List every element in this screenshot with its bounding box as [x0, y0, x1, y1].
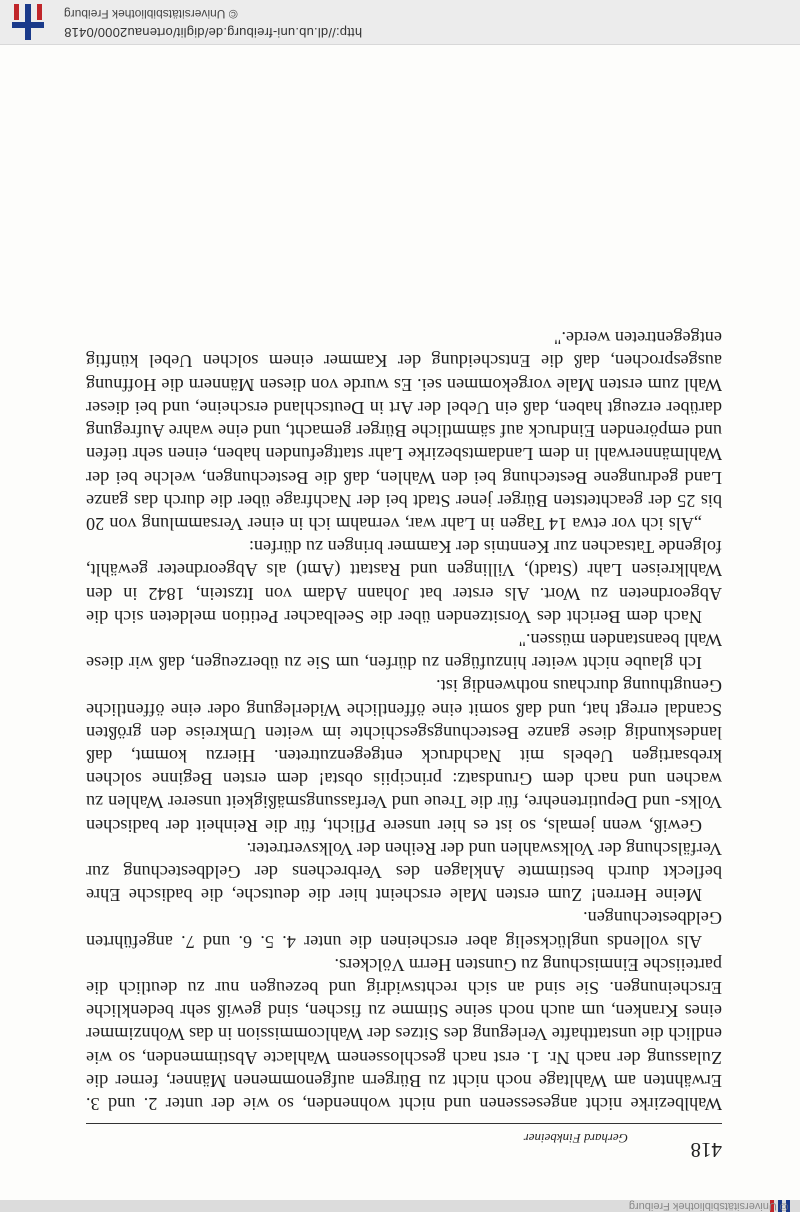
viewer-footer-bar	[0, 1200, 800, 1212]
copyright-notice-bottom: © Universitätsbibliothek Freiburg	[628, 1200, 788, 1212]
paragraph: Ich glaube nicht weiter hinzufügen zu dürfen, um Sie zu überzeugen, daß wir diese Wahl beanstanden müssen."	[86, 629, 722, 674]
paragraph: Als vollends unglückselig aber erscheinen die unter 4. 5. 6. und 7. angeführten Geldbestechungen.	[86, 908, 722, 952]
paragraph: „Als ich vor etwa 14 Tagen in Lahr war, vernahm ich in einer Versammlung von 20 bis 25 der geachtetsten Bürger jener Stadt bei der Nachfrage über die durch das ganze Land gedrungene Bestechung bei den Wahlen, daß die Bestechungen, welche bei der Wahlmännerwahl in dem Landamtsbezirke Lahr stattgefunden haben, einen sehr tiefen und empörenden Eindruck auf sämmtliche Bürger gemacht, und eine wahre Aufregung darüber erzeugt haben, daß ein Uebel der Art in Deutschland erscheine, und bei dieser Wahl zum ersten Male vorgekommen sei. Es wurde von diesen Männern die Hoffnung ausgesprochen, daß die Entscheidung der Kammer einem solchen Uebel künftig entgegentreten werde."	[86, 328, 722, 534]
page-body	[86, 326, 722, 1115]
copyright-notice: © Universitätsbibliothek Freiburg	[64, 7, 238, 21]
page-number: 418	[690, 1138, 722, 1162]
paragraph: Wahlbezirke nicht angesessenen und nicht wohnenden, so wie der unter 2. und 3. Erwähnten am Wahltage noch nicht zu Bürgern aufgenommenen Männer, ferner die Zulassung der nach Nr. 1. erst nach geschlossenem Wahlacte Abstimmenden, so wie endlich die unstatthafte Verlegung des Sitzes der Wahlcommission in das Wohnzimmer eines Kranken, um auch noch seine Stimme zu fischen, sind gewiß sehr bedenkliche Erscheinungen. Sie sind an sich rechtswidrig und bezeugen nur zu deutlich die parteiische Einmischung zu Gunsten Herrn Völckers.	[86, 954, 722, 1114]
library-logo-icon	[6, 2, 50, 42]
paragraph: Gewiß, wenn jemals, so ist es hier unsere Pflicht, für die Reinheit der badischen Volks- und Deputirtenehre, für die Treue und Verfassungsmäßigkeit unserer Wahlen zu wachen und nach dem Grundsatz: principiis obsta! dem ersten Beginne solchen krebsartigen Uebels mit Nachdruck entgegenzutreten. Hierzu kommt, daß landeskundig diese ganze Bestechungsgeschichte im weiten Umkreise den größten Scandal erregt hat, und daß somit eine öffentliche Widerlegung oder eine öffentliche Genugthuung durchaus nothwendig ist.	[86, 676, 722, 836]
paragraph: Nach dem Bericht des Vorsitzenden über die Seelbacher Petition meldeten sich die Abgeordneten zu Wort. Als erster bat Johann Adam von Itzstein, 1842 in den Wahlkreisen Lahr (Stadt), Villingen und Rastatt (Amt) als Abgeordneter gewählt, folgende Tatsachen zur Kenntnis der Kammer bringen zu dürfen:	[86, 537, 722, 627]
viewer-url-bar	[0, 0, 800, 45]
page-header	[86, 1123, 722, 1184]
document-url-link[interactable]: http://dl.ub.uni-freiburg.de/diglit/ortenau2000/0418	[64, 25, 363, 40]
scanned-page	[86, 326, 722, 1184]
running-head-author: Gerhard Finkbeiner	[523, 1131, 628, 1146]
paragraph: Meine Herren! Zum ersten Male erscheint hier die deutsche, die badische Ehre befleckt durch bestimmte Anklagen des Verbrechens der Geldbestechung zur Verfälschung der Volkswahlen und der Reihen der Volksvertreter.	[86, 838, 722, 906]
